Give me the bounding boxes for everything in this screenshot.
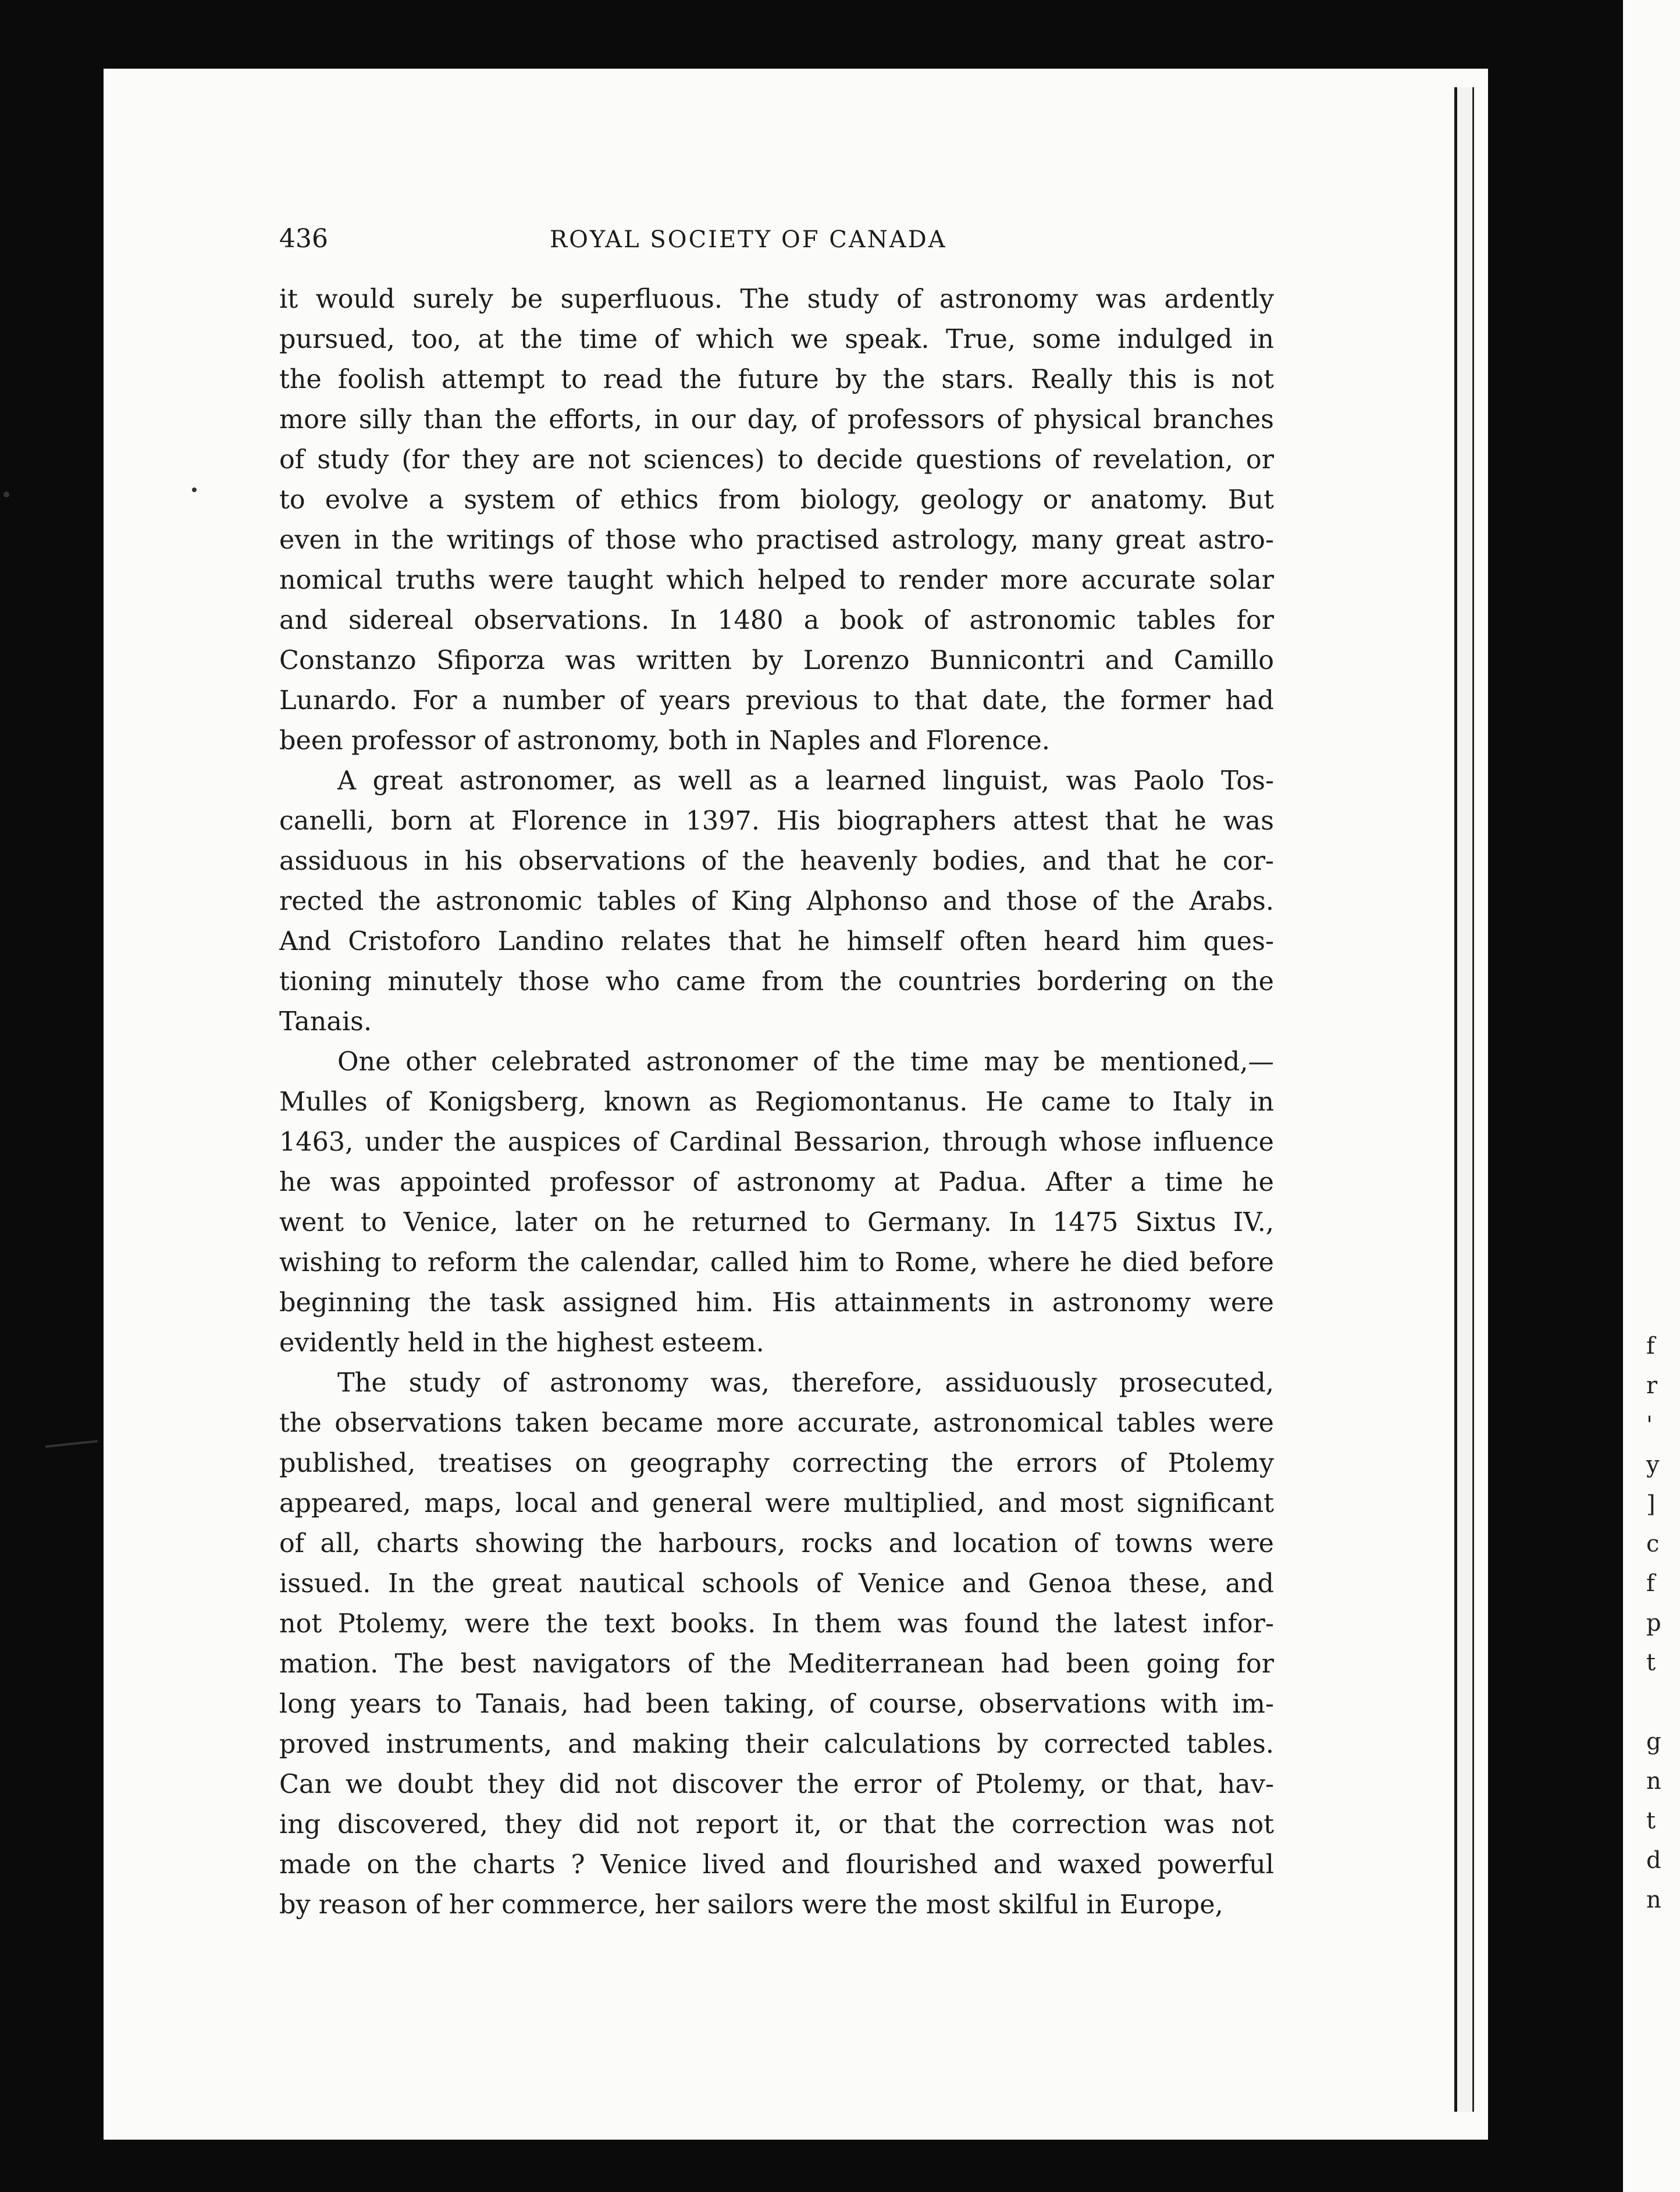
text-line: by reason of her commerce, her sailors were the most skilful in Europe, — [279, 1890, 1223, 1920]
text-line: Constanzo Sfiporza was written by Lorenzo Bunnicontri and Camillo — [279, 646, 1274, 675]
facing-letter: f — [1646, 1333, 1655, 1360]
facing-letter: ' — [1646, 1412, 1653, 1439]
paragraph — [279, 1042, 1274, 1363]
text-line: canelli, born at Florence in 1397. His biographers attest that he was — [279, 806, 1274, 836]
paragraph — [279, 761, 1274, 1042]
text-line: assiduous in his observations of the heavenly bodies, and that he cor- — [279, 846, 1274, 876]
text-line: he was appointed professor of astronomy at Padua. After a time he — [279, 1168, 1274, 1197]
text-line: long years to Tanais, had been taking, of course, observations with im- — [279, 1689, 1274, 1719]
facing-letter: d — [1646, 1847, 1661, 1874]
text-line: went to Venice, later on he returned to Germany. In 1475 Sixtus IV., — [279, 1208, 1274, 1237]
facing-letter: f — [1646, 1570, 1655, 1597]
text-line: been professor of astronomy, both in Naples and Florence. — [279, 726, 1050, 756]
text-line: and sidereal observations. In 1480 a book of astronomic tables for — [279, 606, 1274, 635]
facing-letter: n — [1646, 1768, 1661, 1795]
text-line: mation. The best navigators of the Mediterranean had been going for — [279, 1649, 1274, 1679]
text-line: published, treatises on geography correcting the errors of Ptolemy — [279, 1449, 1274, 1478]
text-line: The study of astronomy was, therefore, assiduously prosecuted, — [337, 1368, 1274, 1398]
text-line: the foolish attempt to read the future by the stars. Really this is not — [279, 365, 1274, 394]
text-line: appeared, maps, local and general were multiplied, and most significant — [279, 1489, 1274, 1518]
text-line: of all, charts showing the harbours, rocks and location of towns were — [279, 1529, 1274, 1558]
facing-letter: c — [1646, 1531, 1660, 1557]
paragraph — [279, 279, 1274, 761]
text-line: not Ptolemy, were the text books. In them was found the latest infor- — [279, 1609, 1274, 1639]
text-line: proved instruments, and making their calculations by corrected tables. — [279, 1730, 1274, 1759]
text-line: Can we doubt they did not discover the error of Ptolemy, or that, hav- — [279, 1770, 1274, 1799]
page-number: 436 — [279, 224, 328, 254]
text-line: And Cristoforo Landino relates that he himself often heard him ques- — [279, 927, 1274, 956]
text-line: made on the charts ? Venice lived and flourished and waxed powerful — [279, 1850, 1274, 1880]
text-line: Lunardo. For a number of years previous to that date, the former had — [279, 686, 1274, 716]
running-title: ROYAL SOCIETY OF CANADA — [550, 226, 947, 253]
book-gutter — [1454, 87, 1474, 2112]
facing-page-fragments — [1646, 1326, 1661, 1920]
text-line: of study (for they are not sciences) to decide questions of revelation, or — [279, 445, 1274, 475]
text-line: pursued, too, at the time of which we speak. True, some indulged in — [279, 325, 1274, 354]
text-line: wishing to reform the calendar, called him to Rome, where he died before — [279, 1248, 1274, 1278]
text-line: One other celebrated astronomer of the time may be mentioned,— — [337, 1047, 1274, 1077]
paragraph — [279, 1363, 1274, 1925]
scan-artifact-mark — [45, 1440, 98, 1447]
text-line: issued. In the great nautical schools of Venice and Genoa these, and — [279, 1569, 1274, 1599]
text-line: 1463, under the auspices of Cardinal Bessarion, through whose influence — [279, 1127, 1274, 1157]
text-line: evidently held in the highest esteem. — [279, 1328, 764, 1358]
text-line: A great astronomer, as well as a learned linguist, was Paolo Tos- — [337, 766, 1274, 796]
text-line: more silly than the efforts, in our day, of professors of physical branches — [279, 405, 1274, 435]
text-line: the observations taken became more accurate, astronomical tables were — [279, 1408, 1274, 1438]
facing-letter: t — [1646, 1649, 1656, 1676]
facing-letter: r — [1646, 1372, 1658, 1399]
facing-letter: t — [1646, 1807, 1656, 1834]
facing-letter: ] — [1646, 1491, 1656, 1518]
text-line: Tanais. — [279, 1007, 372, 1037]
text-line: Mulles of Konigsberg, known as Regiomontanus. He came to Italy in — [279, 1087, 1274, 1117]
scan-artifact-dot — [192, 487, 197, 492]
facing-letter: p — [1646, 1610, 1661, 1636]
text-line: even in the writings of those who practised astrology, many great astro- — [279, 525, 1274, 555]
scan-artifact-dot — [3, 492, 9, 497]
text-line: tioning minutely those who came from the countries bordering on the — [279, 967, 1274, 997]
facing-letter — [1646, 1682, 1661, 1722]
facing-letter: g — [1646, 1728, 1661, 1755]
text-line: nomical truths were taught which helped to render more accurate solar — [279, 565, 1274, 595]
text-line: it would surely be superfluous. The study of astronomy was ardently — [279, 284, 1274, 314]
page-header — [279, 224, 1280, 259]
text-line: beginning the task assigned him. His attainments in astronomy were — [279, 1288, 1274, 1318]
body-text — [279, 279, 1274, 1925]
facing-letter: y — [1646, 1451, 1660, 1478]
facing-letter: n — [1646, 1887, 1661, 1913]
text-line: ing discovered, they did not report it, or that the correction was not — [279, 1810, 1274, 1839]
text-line: rected the astronomic tables of King Alphonso and those of the Arabs. — [279, 887, 1274, 916]
text-line: to evolve a system of ethics from biology, geology or anatomy. But — [279, 485, 1274, 515]
